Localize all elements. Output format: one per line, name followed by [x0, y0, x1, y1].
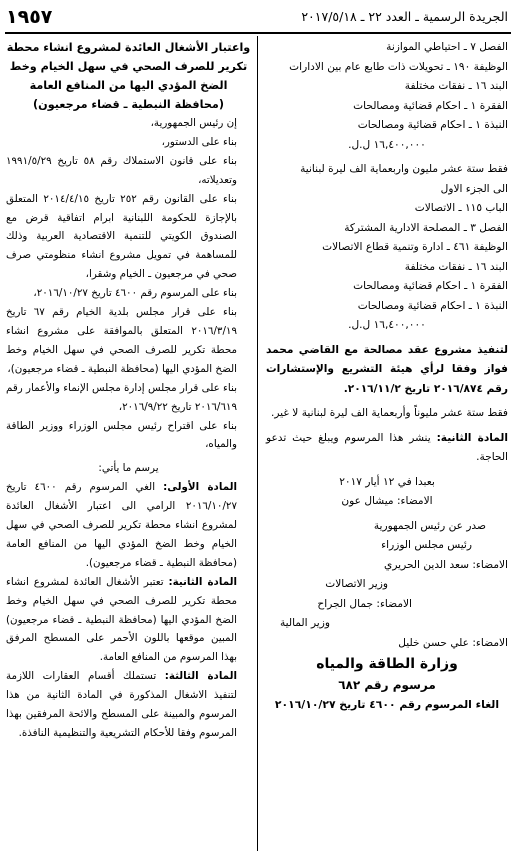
preamble-line: بناء على قرار مجلس إدارة مجلس الإنماء والأعمار رقم ٢٠١٦/٦١٩ تاريخ ٢٠١٦/٩/٢٢، [6, 381, 237, 413]
header-rule [5, 32, 511, 34]
preamble-line: بناء على الدستور، [161, 135, 237, 148]
issued-by: صدر عن رئيس الجمهورية [373, 519, 486, 532]
budget-amount: ١٦,٤٠٠,٠٠٠ ل.ل. [348, 138, 426, 151]
article-text: تعتبر الأشغال العائدة لمشروع انشاء محطة تكرير للصرف الصحي في سهل الخيام وخط الضخ المؤدي اليها (محافظة النبطية ـ قضاء مرجعيون) المبين موقعها باللون الأحمر على المسطح المرفق بهذا المرسوم من المنافع العامة. [6, 575, 237, 664]
decree-number: مرسوم رقم ٦٨٢ [338, 678, 436, 692]
preamble-line: بناء على المرسوم رقم ٤٦٠٠ تاريخ ٢٠١٦/١٠/٢٧، [33, 287, 237, 300]
purpose-paragraph: لتنفيذ مشروع عقد مصالحة مع القاضي محمد فواز وفقا لرأي هيئة التشريع والإستشارات رقم ٢٠١٦/٨٧٤ تاريخ ٢٠١٦/١١/٢. [266, 343, 508, 395]
article-label: المادة الثانية: [168, 575, 237, 588]
ministry-heading: وزارة الطاقة والمياه [316, 656, 458, 672]
budget-line: البند ١٦ ـ نفقات مختلفة [404, 260, 508, 273]
budget-line: البند ١٦ ـ نفقات مختلفة [404, 80, 508, 92]
article-text: تستملك أقسام العقارات اللازمة لتنفيذ الاشغال المذكورة في المادة الثانية من هذا المرسوم والمبينة على المسطح والائحة المرفقين بهذا المرسوم وفقا للأحكام التشريعية والتنظيمية النافذة. [6, 670, 237, 739]
finance-signature: الامضاء: علي حسن خليل [398, 636, 508, 649]
preamble-line: بناء على القانون رقم ٢٥٢ تاريخ ٢٠١٤/٤/١٥ المتعلق بالإجازة للحكومة اللبنانية ابرام اتفاقية قرض مع الصندوق الكويتي للتنمية الاقتصادية العربية وذلك للمساهمة في تمويل مشروع انشاء منظومتي صرف صحي في مرجعيون ـ الخيام وشقرا، [6, 192, 237, 281]
pm-title: رئيس مجلس الوزراء [381, 539, 472, 551]
budget-line: الفصل ٣ ـ المصلحة الادارية المشتركة [344, 221, 508, 234]
decree-subject-title: واعتبار الأشغال العائدة لمشروع انشاء محطة تكرير للصرف الصحي في سهل الخيام وخط الضخ المؤدي اليها من المنافع العامة (محافظة النبطية ـ قضاء مرجعيون) [6, 41, 251, 111]
article-1 [6, 478, 251, 573]
amount-in-words: فقط ستة عشر مليوناً وأربعماية الف ليرة لبنانية لا غير. [270, 407, 508, 419]
decrees-phrase: يرسم ما يأتي: [98, 462, 159, 475]
budget-line: الفقرة ١ ـ احكام قضائية ومصالحات [353, 99, 508, 112]
decree-title: الغاء المرسوم رقم ٤٦٠٠ تاريخ ٢٠١٦/١٠/٢٧ [274, 698, 500, 711]
page-header [0, 0, 516, 34]
article-2 [266, 429, 508, 468]
column-divider [257, 36, 258, 851]
right-column [266, 38, 508, 715]
budget-line: فقط ستة عشر مليون واربعماية الف ليرة لبنانية [300, 163, 508, 175]
budget-line: الفقرة ١ ـ احكام قضائية ومصالحات [353, 280, 508, 292]
telecom-signature: الامضاء: جمال الجراح [317, 597, 412, 610]
budget-line: النبذة ١ ـ احكام قضائية ومصالحات [357, 299, 508, 312]
preamble-line: إن رئيس الجمهورية، [150, 117, 237, 129]
article-3 [6, 667, 251, 743]
gazette-header-title: الجريدة الرسمية ـ العدد ٢٢ ـ ٢٠١٧/٥/١٨ [301, 9, 508, 24]
telecom-minister-title: وزير الاتصالات [325, 578, 388, 590]
budget-line: الباب ١١٥ ـ الاتصالات [414, 202, 508, 214]
decree-date: بعبدا في ١٢ أيار ٢٠١٧ [339, 475, 435, 488]
budget-line: الى الجزء الاول [440, 182, 508, 195]
article-label: المادة الثانية: [436, 431, 508, 444]
budget-line: الفصل ٧ ـ احتياطي الموازنة [386, 41, 508, 53]
finance-minister-title: وزير المالية [279, 617, 330, 629]
left-column [6, 38, 251, 743]
article-label: المادة الثالثة: [164, 670, 237, 683]
president-signature: الامضاء: ميشال عون [341, 495, 433, 507]
budget-line: الوظيفة ٤٦١ ـ ادارة وتنمية قطاع الاتصالات [322, 241, 508, 253]
pm-signature: الامضاء: سعد الدين الحريري [384, 558, 508, 571]
preamble-line: بناء على اقتراح رئيس مجلس الوزراء ووزير الطاقة والمياه، [6, 419, 237, 451]
preamble-line: بناء على قرار مجلس بلدية الخيام رقم ٦٧ تاريخ ٢٠١٦/٣/١٩ المتعلق بالموافقة على مشروع انشاء محطة تكرير للصرف الصحي في سهل الخيام وخط الضخ المؤدي اليها (محافظة النبطية ـ قضاء مرجعيون)، [6, 306, 237, 375]
preamble-line: بناء على قانون الاستملاك رقم ٥٨ تاريخ ١٩٩١/٥/٢٩ وتعديلاته، [6, 154, 237, 186]
article-text: ينشر هذا المرسوم ويبلغ حيث تدعو الحاجة. [266, 431, 508, 463]
page-number: ١٩٥٧ [6, 6, 53, 28]
article-label: المادة الأولى: [163, 481, 237, 494]
article-text: الغي المرسوم رقم ٤٦٠٠ تاريخ ٢٠١٦/١٠/٢٧ الرامي الى اعتبار الأشغال العائدة لمشروع انشاء محطة تكرير للصرف الصحي في سهل الخيام وخط الضخ المؤدي اليها من المنافع العامة (محافظة النبطية ـ قضاء مرجعيون). [6, 481, 237, 569]
article-2 [6, 573, 251, 668]
budget-amount: ١٦,٤٠٠,٠٠٠ ل.ل. [348, 319, 426, 331]
budget-line: النبذة ١ ـ احكام قضائية ومصالحات [357, 119, 508, 131]
budget-line: الوظيفة ١٩٠ ـ تحويلات ذات طابع عام بين الادارات [289, 60, 508, 73]
